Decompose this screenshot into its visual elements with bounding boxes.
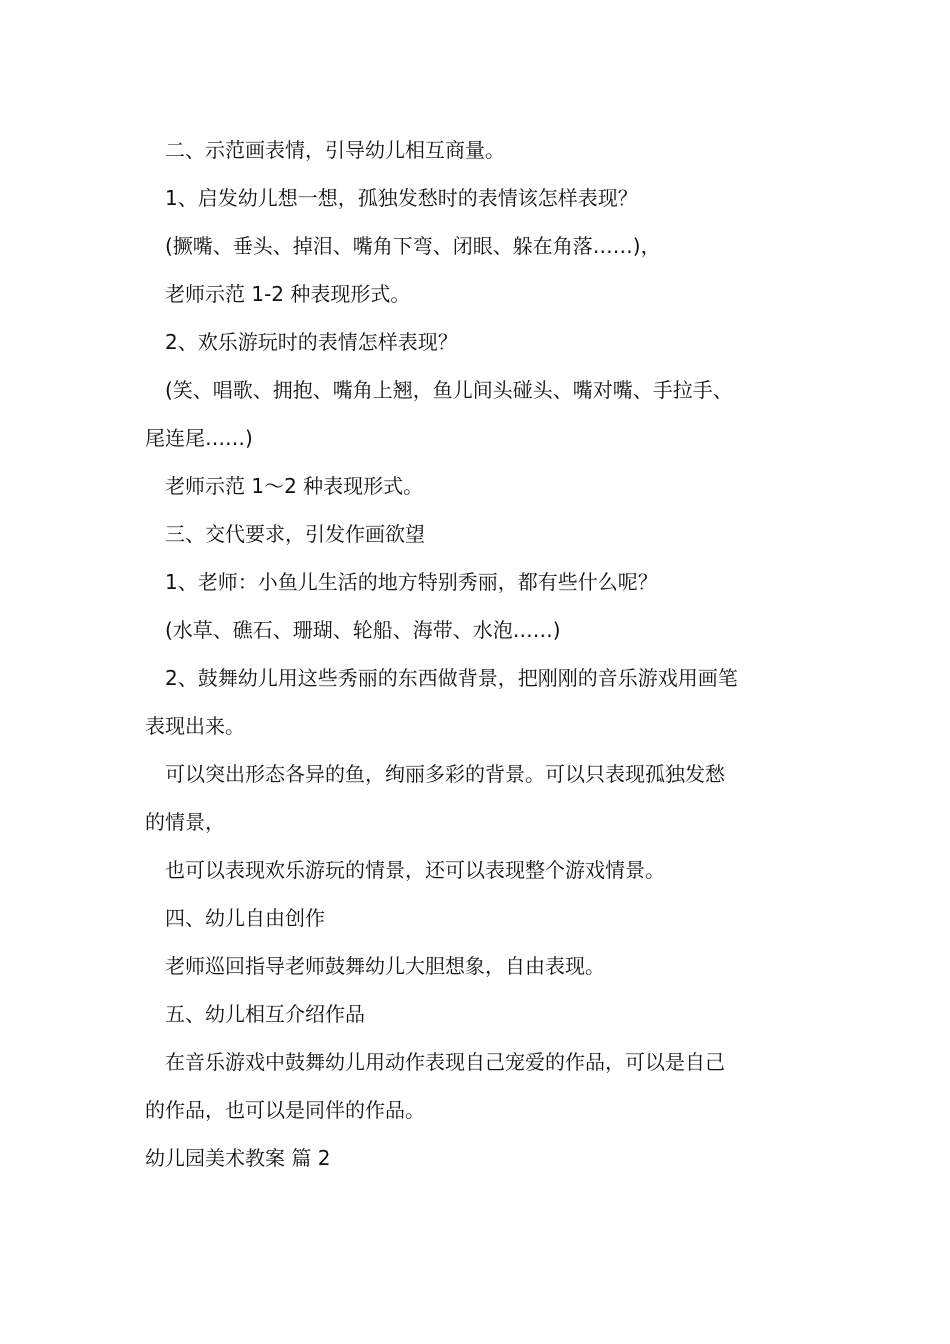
paragraph-line: 1、老师：小鱼儿生活的地方特别秀丽，都有些什么呢？ bbox=[165, 570, 658, 594]
section-heading: 四、幼儿自由创作 bbox=[165, 906, 325, 930]
paragraph-line: (水草、礁石、珊瑚、轮船、海带、水泡……) bbox=[165, 618, 561, 642]
document-title: 幼儿园美术教案 篇 2 bbox=[145, 1146, 331, 1170]
document-body bbox=[145, 126, 815, 1182]
section-heading: 三、交代要求，引发作画欲望 bbox=[165, 522, 425, 546]
paragraph-line: 可以突出形态各异的鱼，绚丽多彩的背景。可以只表现孤独发愁 bbox=[165, 762, 725, 786]
paragraph-line: 的情景， bbox=[145, 810, 225, 834]
section-heading: 五、幼儿相互介绍作品 bbox=[165, 1002, 365, 1026]
paragraph-line: 1、启发幼儿想一想，孤独发愁时的表情该怎样表现？ bbox=[165, 186, 638, 210]
paragraph-line: 表现出来。 bbox=[145, 714, 245, 738]
paragraph-line: 2、鼓舞幼儿用这些秀丽的东西做背景，把刚刚的音乐游戏用画笔 bbox=[165, 666, 738, 690]
paragraph-line: 2、欢乐游玩时的表情怎样表现？ bbox=[165, 330, 458, 354]
paragraph-line: 老师示范 1-2 种表现形式。 bbox=[165, 282, 411, 306]
paragraph-line: 老师巡回指导老师鼓舞幼儿大胆想象，自由表现。 bbox=[165, 954, 605, 978]
paragraph-line: 尾连尾……) bbox=[145, 426, 253, 450]
paragraph-line: 老师示范 1～2 种表现形式。 bbox=[165, 474, 424, 498]
paragraph-line: (撅嘴、垂头、掉泪、嘴角下弯、闭眼、躲在角落……)， bbox=[165, 234, 661, 258]
section-heading: 二、示范画表情，引导幼儿相互商量。 bbox=[165, 138, 505, 162]
paragraph-line: (笑、唱歌、拥抱、嘴角上翘，鱼儿间头碰头、嘴对嘴、手拉手、 bbox=[165, 378, 733, 402]
paragraph-line: 在音乐游戏中鼓舞幼儿用动作表现自己宠爱的作品，可以是自己 bbox=[165, 1050, 725, 1074]
paragraph-line: 的作品，也可以是同伴的作品。 bbox=[145, 1098, 425, 1122]
paragraph-line: 也可以表现欢乐游玩的情景，还可以表现整个游戏情景。 bbox=[165, 858, 665, 882]
